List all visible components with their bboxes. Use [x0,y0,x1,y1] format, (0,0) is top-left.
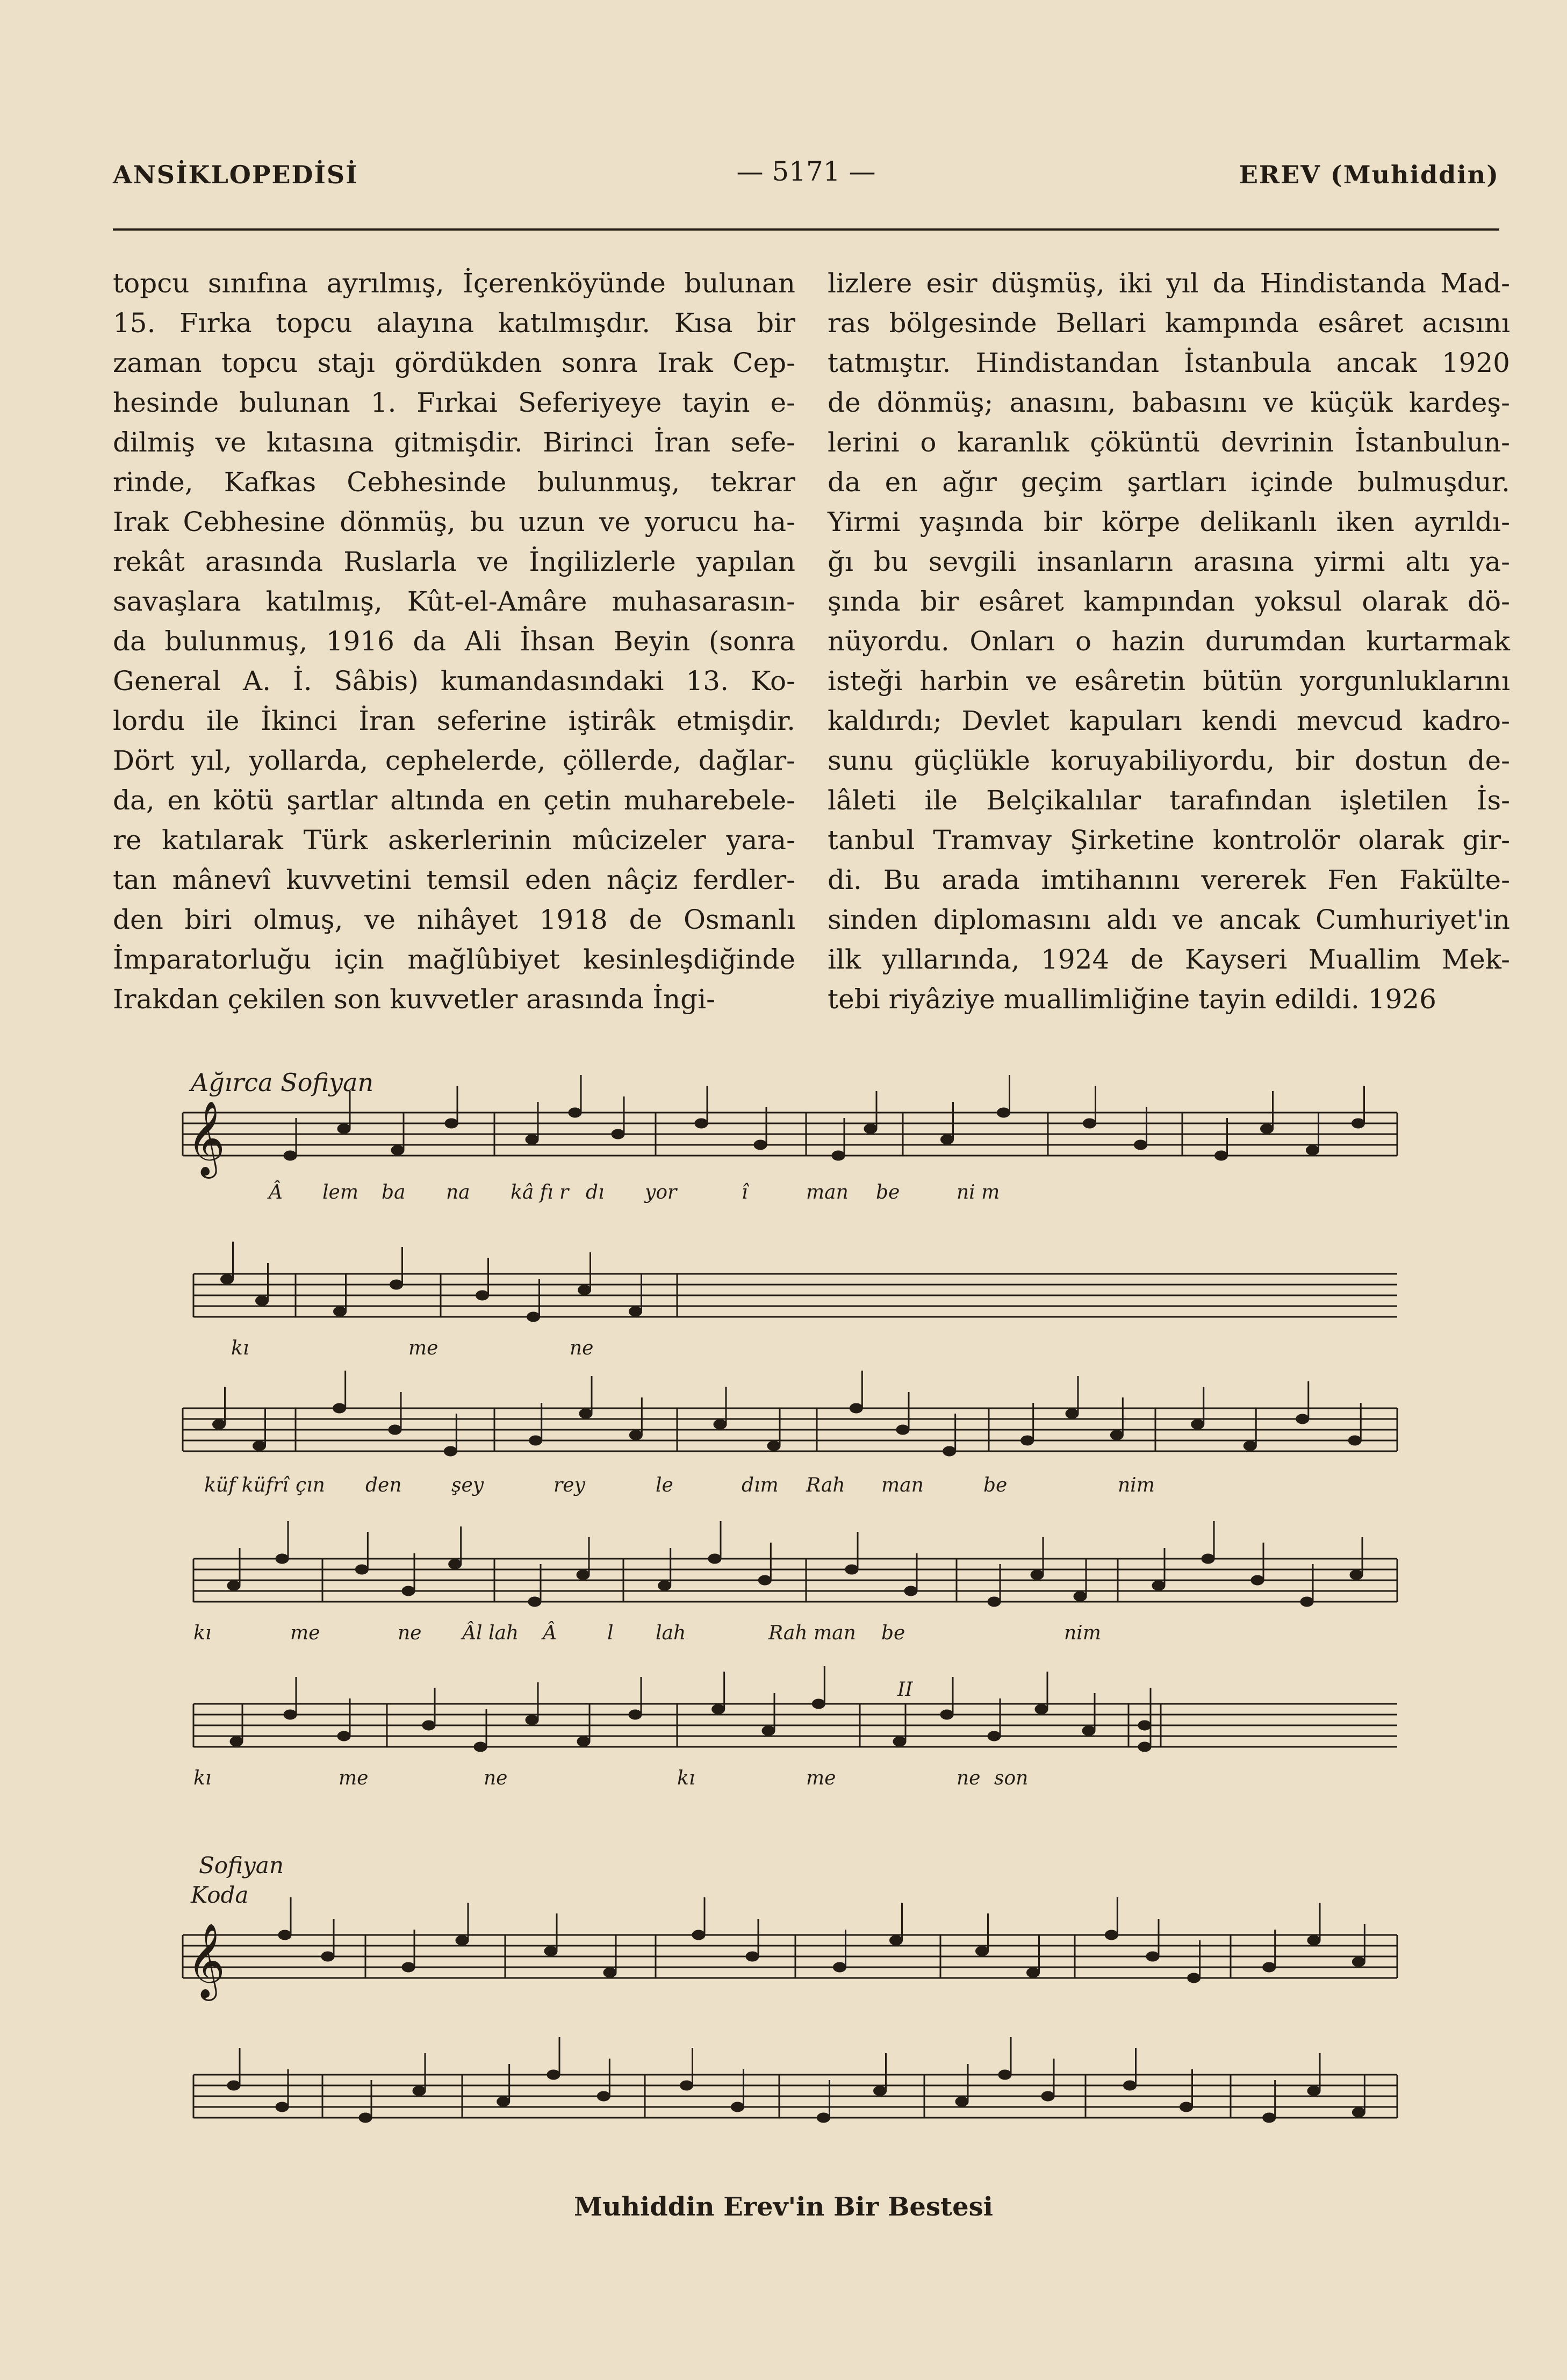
note-head [474,1742,487,1752]
note-head [578,1285,591,1295]
note-head [449,1559,462,1569]
note-head [1031,1570,1044,1580]
text-line: da bulunmuş, 1916 da Ali İhsan Beyin (sonra [113,626,795,657]
note-head [1300,1597,1313,1607]
note-head [577,1737,590,1746]
note-head [864,1124,877,1134]
note-head [976,1946,989,1956]
text-line: lordu ile İkinci İran seferine iştirâk etmişdir. [113,705,795,736]
lyric-syllable: kı [677,1767,695,1789]
header-encyclopedia-title: ANSİKLOPEDİSİ [113,160,358,189]
text-line: ras bölgesinde Bellari kampında esâret acısını [828,307,1510,339]
treble-clef-icon: 𝄞 [187,1923,225,1998]
note-head [731,2102,744,2112]
note-head [391,1145,404,1155]
note-head [708,1554,721,1564]
note-head [278,1930,291,1940]
lyric-syllable: nim [1118,1474,1155,1496]
note-head [1066,1409,1079,1418]
note-head [547,2070,560,2080]
note-head [333,1403,346,1413]
text-line: den biri olmuş, ve nihâyet 1918 de Osmanlı [113,904,795,935]
note-head [1352,1119,1365,1128]
lyric-syllable: me [408,1337,439,1359]
lyric-syllable: kı [193,1767,212,1789]
lyric-syllable: l [607,1622,614,1644]
note-head [692,1930,705,1940]
lyric-syllable: Â [269,1181,283,1203]
note-head [1083,1119,1096,1128]
header-rule [113,228,1499,231]
lyric-syllable: man [881,1474,924,1496]
text-line: lerini o karanlık çöküntü devrinin İstanbulun- [828,427,1510,458]
note-head [1138,1721,1151,1730]
lyric-syllable: Â [543,1622,557,1644]
note-head [896,1425,909,1435]
note-head [1134,1140,1147,1150]
text-line: da, en kötü şartlar altında en çetin muharebele- [113,785,795,816]
text-line: tatmıştır. Hindistandan İstanbula ancak 1920 [828,347,1510,378]
note-head [390,1280,403,1289]
note-head [658,1581,671,1590]
note-head [955,2097,968,2106]
note-head [529,1436,542,1445]
text-line: Irak Cebhesine dönmüş, bu uzun ve yorucu ha- [113,506,795,537]
note-head [812,1699,825,1709]
note-head [762,1726,775,1736]
lyric-syllable: ne [957,1767,981,1789]
note-head [874,2086,887,2096]
lyric-syllable: me [806,1767,836,1789]
note-head [904,1586,917,1596]
note-head [1352,2107,1365,2117]
note-head [402,1586,415,1596]
note-head [1074,1592,1087,1601]
figure-caption: Muhiddin Erev'in Bir Bestesi [574,2192,993,2222]
note-head [1202,1554,1214,1564]
text-line: ğı bu sevgili insanların arasına yirmi altı ya- [828,546,1510,577]
note-head [337,1731,350,1741]
text-line: tan mânevî kuvvetini temsil eden nâçiz ferdler- [113,864,795,895]
note-head [526,1135,538,1144]
note-head [597,2091,610,2101]
note-head [544,1946,557,1956]
text-line: 15. Fırka topcu alayına katılmışdır. Kısa bir [113,307,795,339]
note-head [832,1151,845,1160]
note-head [569,1108,581,1117]
note-head [227,2081,240,2090]
lyric-syllable: küf küfrî [204,1474,289,1496]
note-head [1263,1962,1276,1972]
lyric-syllable: son [994,1767,1029,1789]
note-head [1307,2086,1320,2096]
note-head [337,1124,350,1134]
note-head [456,1935,469,1945]
lyric-syllable: me [339,1767,369,1789]
note-head [988,1597,1001,1607]
lyric-syllable: dım [742,1474,779,1496]
music-score-figure [161,1021,1429,2171]
note-head [1306,1145,1319,1155]
note-head [1021,1436,1034,1445]
note-head [988,1731,1001,1741]
text-line: şında bir esâret kampından yoksul olarak dö- [828,586,1510,617]
lyric-syllable: Rah man [768,1622,856,1644]
coda-label-koda: Koda [191,1882,249,1908]
lyric-syllable: kâ fı r [511,1181,569,1203]
note-head [1263,2113,1276,2123]
note-head [528,1597,541,1607]
text-line: dilmiş ve kıtasına gitmişdir. Birinci İran sefe- [113,427,795,458]
treble-clef-icon: 𝄞 [187,1101,225,1175]
text-line: İmparatorluğu için mağlûbiyet kesinleşdiğinde [113,944,795,975]
note-head [476,1291,489,1300]
note-head [227,1581,240,1590]
note-head [817,2113,830,2123]
note-head [629,1710,642,1719]
note-head [1296,1414,1309,1424]
note-head [497,2097,510,2106]
note-head [359,2113,372,2123]
note-head [890,1935,903,1945]
text-line: Dört yıl, yollarda, cephelerde, çöllerde, dağlar- [113,745,795,776]
note-head [1261,1124,1274,1134]
text-line: sinden diplomasını aldı ve ancak Cumhuriyet'in [828,904,1510,935]
note-head [256,1296,269,1306]
note-head [833,1962,846,1972]
note-head [1124,2081,1137,2090]
note-head [850,1403,862,1413]
note-head [413,2086,426,2096]
note-head [758,1575,771,1585]
note-head [355,1565,368,1574]
lyric-syllable: nim [1064,1622,1101,1644]
note-head [603,1968,616,1977]
note-head [940,1710,953,1719]
lyric-syllable: rey [554,1474,585,1496]
note-head [1035,1704,1048,1714]
note-head [695,1119,708,1128]
note-head [1082,1726,1095,1736]
note-head [998,2070,1011,2080]
lyric-syllable: ne [484,1767,508,1789]
note-head [1152,1581,1165,1590]
text-line: nüyordu. Onları o hazin durumdan kurtarmak [828,626,1510,657]
note-head [334,1307,347,1316]
text-line: hesinde bulunan 1. Fırkai Seferiyeye tayin e- [113,387,795,418]
running-header [113,156,1499,204]
note-head [714,1420,727,1429]
score-title: Ağırca Sofiyan [191,1068,374,1097]
text-line: de dönmüş; anasını, babasını ve küçük kardeş- [828,387,1510,418]
note-head [1348,1436,1361,1445]
note-head [445,1119,458,1128]
note-head [402,1962,415,1972]
page-number: — 5171 — [736,156,876,187]
note-head [941,1135,954,1144]
lyric-syllable: Rah [806,1474,845,1496]
note-head [1138,1742,1151,1752]
note-head [276,1554,289,1564]
text-line: topcu sınıfına ayrılmış, İçerenköyünde bulunan [113,268,795,299]
lyric-syllable: ba [382,1181,406,1203]
note-head [213,1420,226,1429]
text-line: zaman topcu stajı gördükden sonra Irak Cep- [113,347,795,378]
note-head [1215,1151,1228,1160]
text-line: lizlere esir düşmüş, iki yıl da Hindistanda Mad- [828,268,1510,299]
note-head [389,1425,401,1435]
lyric-syllable: ne [570,1337,594,1359]
lyric-syllable: ne [398,1622,422,1644]
text-line: Irakdan çekilen son kuvvetler arasında İngi- [113,984,716,1015]
note-head [527,1312,540,1322]
lyric-syllable: man [806,1181,849,1203]
note-head [1352,1957,1365,1967]
text-line: lâleti ile Belçikalılar tarafından işletilen İs- [828,785,1510,816]
note-head [444,1446,457,1456]
text-line: isteği harbin ve esâretin bütün yorgunluklarını [828,665,1510,697]
note-head [893,1737,906,1746]
lyric-syllable: me [290,1622,320,1644]
lyric-syllable: kı [193,1622,212,1644]
text-line: da en ağır geçim şartları içinde bulmuşdur. [828,467,1510,498]
note-head [321,1952,334,1961]
note-head [1251,1575,1264,1585]
note-head [767,1441,780,1451]
note-head [712,1704,725,1714]
text-line: sunu güçlükle koruyabiliyordu, bir dostun de- [828,745,1510,776]
left-text-column [113,263,795,1019]
lyric-syllable: dı [586,1181,605,1203]
lyric-syllable: lah [656,1622,686,1644]
note-head [845,1565,858,1574]
text-line: ilk yıllarında, 1924 de Kayseri Muallim Mek- [828,944,1510,975]
volta-label: II [897,1679,913,1701]
note-head [1191,1420,1204,1429]
note-head [943,1446,956,1456]
note-head [754,1140,767,1150]
note-head [221,1274,234,1284]
lyric-syllable: ni m [957,1181,1000,1203]
text-line: di. Bu arada imtihanını vererek Fen Fakülte- [828,864,1510,895]
note-head [276,2102,289,2112]
text-line: General A. İ. Sâbis) kumandasındaki 13. Ko- [113,665,795,697]
text-line: Yirmi yaşında bir körpe delikanlı iken ayrıldı- [828,506,1510,537]
text-line: re katılarak Türk askerlerinin mûcizeler yara- [113,825,795,856]
note-head [746,1952,759,1961]
note-head [629,1307,642,1316]
lyric-syllable: çın [296,1474,325,1496]
note-head [579,1409,592,1418]
lyric-syllable: den [365,1474,402,1496]
text-line: rekât arasında Ruslarla ve İngilizlerle yapılan [113,546,795,577]
lyric-syllable: î [742,1181,748,1203]
lyric-syllable: Âl lah [462,1622,519,1644]
lyric-syllable: be [983,1474,1008,1496]
note-head [253,1441,266,1451]
text-line: tanbul Tramvay Şirketine kontrolör olarak gir- [828,825,1510,856]
lyric-syllable: şey [451,1474,484,1496]
note-head [284,1151,297,1160]
note-head [680,2081,693,2090]
note-head [1307,1935,1320,1945]
note-head [422,1721,435,1730]
note-head [612,1129,624,1139]
note-head [577,1570,590,1580]
note-head [1027,1968,1040,1977]
text-line: kaldırdı; Devlet kapuları kendi mevcud kadro- [828,705,1510,736]
lyric-syllable: le [656,1474,673,1496]
note-head [230,1737,243,1746]
note-head [526,1715,538,1725]
note-head [284,1710,297,1719]
coda-label-sofiyan: Sofiyan [199,1852,284,1879]
note-head [997,1108,1010,1117]
right-text-column [828,263,1510,1019]
lyric-syllable: na [446,1181,470,1203]
note-head [1146,1952,1159,1961]
lyric-syllable: yor [645,1181,677,1203]
note-head [1105,1930,1118,1940]
note-head [1243,1441,1256,1451]
text-line: savaşlara katılmış, Kût-el-Amâre muhasarasın- [113,586,795,617]
lyric-syllable: be [881,1622,905,1644]
note-head [1350,1570,1363,1580]
note-head [1180,2102,1193,2112]
lyric-syllable: kı [231,1337,249,1359]
lyric-syllable: be [876,1181,900,1203]
note-head [629,1430,642,1440]
text-line: rinde, Kafkas Cebhesinde bulunmuş, tekrar [113,467,795,498]
note-head [1188,1973,1201,1983]
note-head [1110,1430,1123,1440]
header-entry-title: EREV (Muhiddin) [1239,160,1499,189]
note-head [1041,2091,1054,2101]
lyric-syllable: lem [322,1181,358,1203]
text-line: tebi riyâziye muallimliğine tayin edildi. 1926 [828,984,1436,1015]
